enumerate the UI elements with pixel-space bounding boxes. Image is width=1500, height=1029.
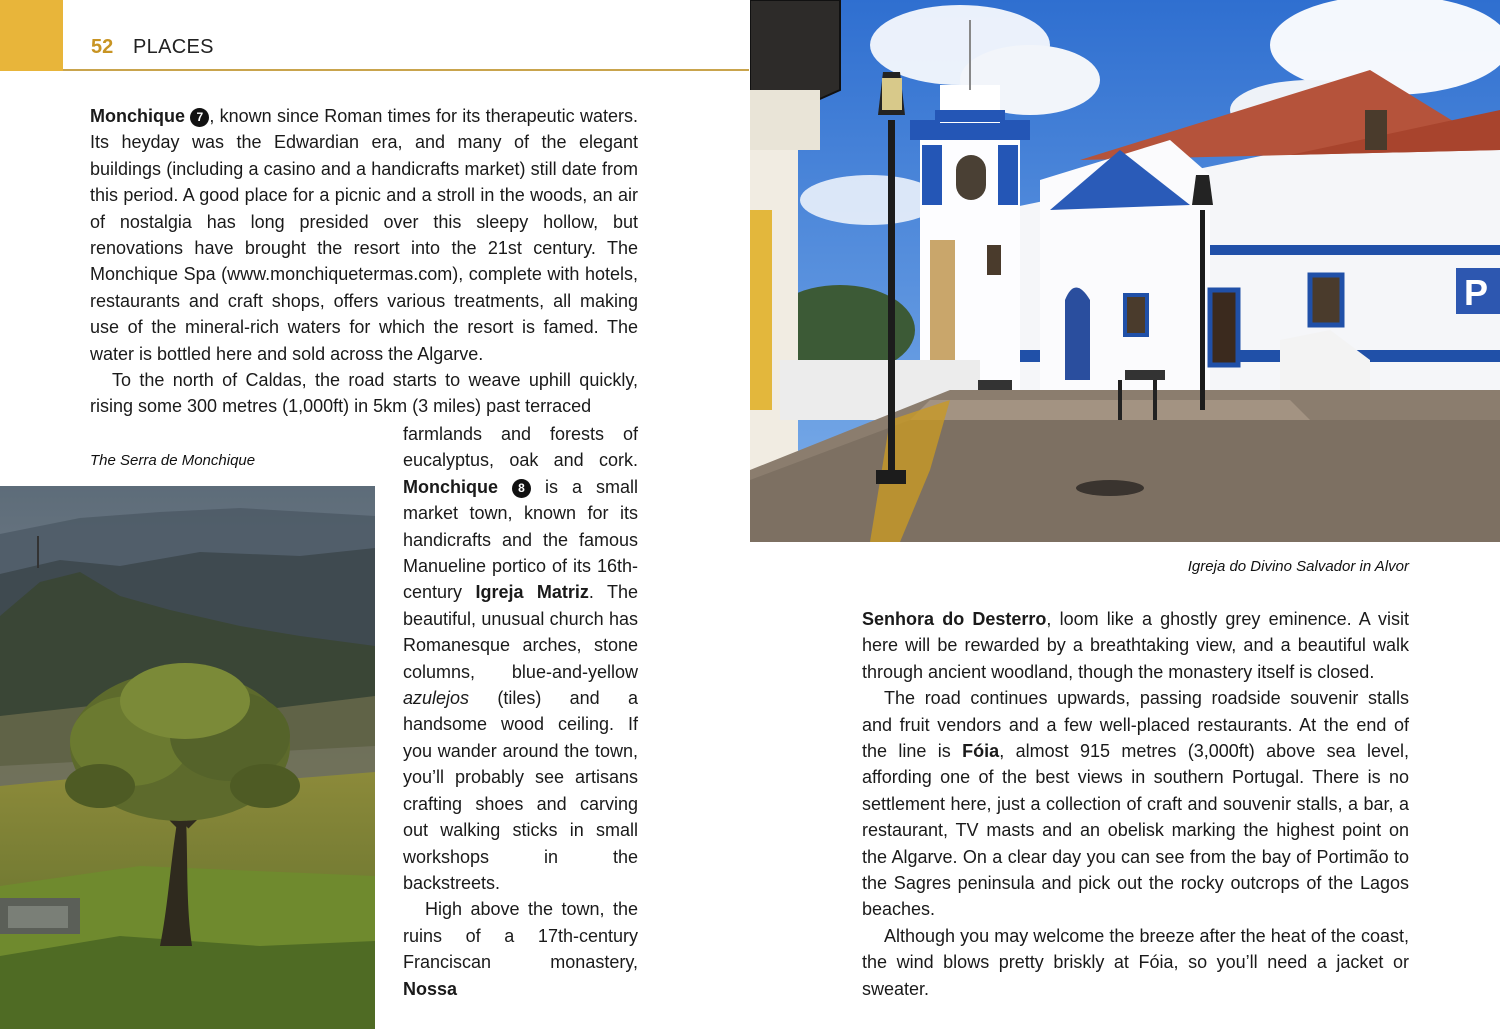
bold-place-name: Monchique bbox=[403, 476, 498, 497]
paragraph-monastery bbox=[403, 896, 638, 1002]
parking-sign-letter: P bbox=[1464, 272, 1489, 313]
text-run: . The beautiful, unusual church has Romanesque arches, stone columns, blue-and-yellow bbox=[403, 582, 639, 682]
paragraph-monchique-spa bbox=[90, 103, 638, 367]
map-marker-7: 7 bbox=[190, 108, 209, 127]
paragraph-monchique-town bbox=[403, 421, 638, 896]
section-color-tab bbox=[0, 0, 63, 71]
section-title: PLACES bbox=[133, 36, 214, 58]
landscape-illustration bbox=[0, 486, 375, 1029]
text-run: , loom like a ghostly grey eminence. A visit here will be rewarded by a breathtaking view, and a beautiful walk through ancient woodland, though the monastery itself is closed. bbox=[862, 609, 1409, 682]
header-rule bbox=[63, 69, 749, 71]
paragraph-foia bbox=[862, 685, 1409, 923]
text-run: High above the town, the ruins of a 17th-century Franciscan monastery, bbox=[403, 899, 638, 973]
left-text-top bbox=[90, 103, 638, 420]
bold-place-name: Senhora do Desterro bbox=[862, 609, 1047, 629]
bold-place-name: Fóia bbox=[962, 741, 1000, 762]
paragraph-senhora bbox=[862, 606, 1409, 685]
paragraph-breeze: Although you may welcome the breeze after the heat of the coast, the wind blows pretty briskly at Fóia, so you’ll need a jacket or sweater. bbox=[862, 925, 1409, 999]
photo-igreja-alvor bbox=[750, 0, 1500, 542]
italic-term: azulejos bbox=[403, 688, 470, 709]
text-run: , almost 915 metres (3,000ft) above sea level, affording one of the best views in southern Portugal. There is no settlement here, just a collection of craft and souvenir stalls, a bar, a restaurant, TV masts and an obelisk marking the highest point on the Algarve. On a clear day you can see from the bay of Portimão to the Sagres peninsula and pick out the rocky outcrops of the Lagos beaches. bbox=[862, 741, 1409, 920]
paragraph-north-of-caldas: To the north of Caldas, the road starts to weave uphill quickly, rising some 300 metres (1,000ft) in 5km (3 miles) past terraced bbox=[90, 370, 638, 417]
map-marker-8: 8 bbox=[512, 479, 531, 498]
bold-place-name: Nossa bbox=[403, 978, 458, 999]
left-text-column bbox=[403, 421, 638, 1002]
text-run: farmlands and forests of eucalyptus, oak and cork. bbox=[403, 424, 638, 471]
church-illustration bbox=[750, 0, 1500, 542]
page-number: 52 bbox=[91, 36, 114, 58]
caption-serra: The Serra de Monchique bbox=[90, 452, 256, 469]
bold-place-name: Monchique bbox=[90, 106, 185, 126]
text-run: (tiles) and a handsome wood ceiling. If you wander around the town, you’ll probably see artisans crafting shoes and carving out walking sticks in small workshops in the backstreets. bbox=[403, 688, 638, 893]
paragraph-text: , known since Roman times for its therapeutic waters. Its heyday was the Edwardian era, and many of the elegant buildings (including a casino and a handicrafts market) still date from this period. A good place for a picnic and a stroll in the woods, an air of nostalgia has long presided over this sleepy hollow, but renovations have brought the resort into the 21st century. The Monchique Spa (www.monchiquetermas.com), complete with hotels, restaurants and craft shops, offers various treatments, all making use of the mineral-rich waters for which the resort is famed. The water is bottled here and sold across the Algarve. bbox=[90, 106, 638, 364]
text-run: The road continues upwards, passing roadside souvenir stalls and fruit vendors and a few well-placed restaurants. At the end of the line is bbox=[862, 688, 1409, 762]
bold-place-name: Igreja Matriz bbox=[475, 582, 589, 603]
photo-serra-de-monchique bbox=[0, 486, 375, 1029]
right-text bbox=[862, 606, 1409, 1002]
text-run: is a small market town, known for its handicrafts and the famous Manueline portico of its 16th-century bbox=[403, 476, 638, 603]
caption-igreja: Igreja do Divino Salvador in Alvor bbox=[1187, 558, 1409, 575]
